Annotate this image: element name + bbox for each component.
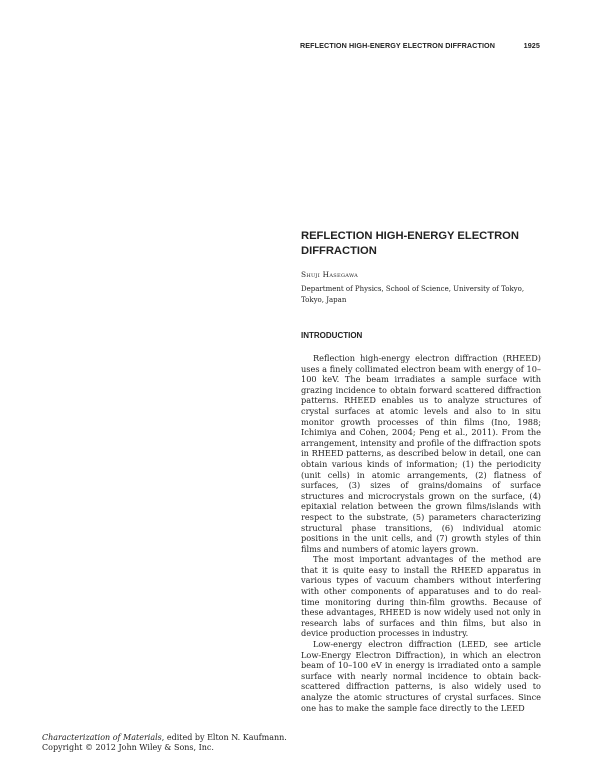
article-title: REFLECTION HIGH-ENERGY ELECTRON DIFFRACTION [301,230,519,257]
book-title: Characterization of Materials [42,733,162,742]
copyright-footer [42,733,287,753]
running-head [300,41,540,50]
citation-line [42,733,287,743]
author-name: Shuji Hasegawa [301,270,359,279]
copyright-line: Copyright © 2012 John Wiley & Sons, Inc. [42,743,214,752]
paragraph-3: Low-energy electron diffraction (LEED, see article Low-Energy Electron Diffraction), in which an electron beam of 10–100 eV in energy is irradiated onto a sample surface with nearly normal incidence to obtain back-scattered diffraction patterns, is also widely used to analyze the atomic structures of crystal surfaces. Since one has to make the sample face directly to the LEED [301,639,541,713]
section-heading: INTRODUCTION [301,331,363,340]
running-title: REFLECTION HIGH-ENERGY ELECTRON DIFFRACTION [300,41,496,50]
paragraph-1: Reflection high-energy electron diffraction (RHEED) uses a finely collimated electron beam with energy of 10–100 keV. The beam irradiates a sample surface with grazing incidence to obtain forward scattered diffraction patterns. RHEED enables us to analyze structures of crystal surfaces at atomic levels and also to in situ monitor growth processes of thin films (Ino, 1988; Ichimiya and Cohen, 2004; Peng et al., 2011). From the arrangement, intensity and profile of the diffraction spots in RHEED patterns, as described below in detail, one can obtain various kinds of information; (1) the periodicity (unit cells) in atomic arrangements, (2) flatness of surfaces, (3) sizes of grains/domains of surface structures and microcrystals grown on the surface, (4) epitaxial relation between the grown films/islands with respect to the substrate, (5) parameters characterizing structural phase transitions, (6) individual atomic positions in the unit cells, and (7) growth styles of thin films and numbers of atomic layers grown. [301,353,541,554]
paragraph-2: The most important advantages of the method are that it is quite easy to install the RHEED apparatus in various types of vacuum chambers without interfering with other components of apparatuses and to do real-time monitoring during thin-film growths. Because of these advantages, RHEED is now widely used not only in research labs of surfaces and thin films, but also in device production processes in industry. [301,554,541,639]
editor-text: , edited by Elton N. Kaufmann. [161,733,287,742]
author-affiliation: Department of Physics, School of Science, University of Tokyo, Tokyo, Japan [301,285,525,304]
page-number: 1925 [523,41,540,50]
article-column [301,229,541,713]
